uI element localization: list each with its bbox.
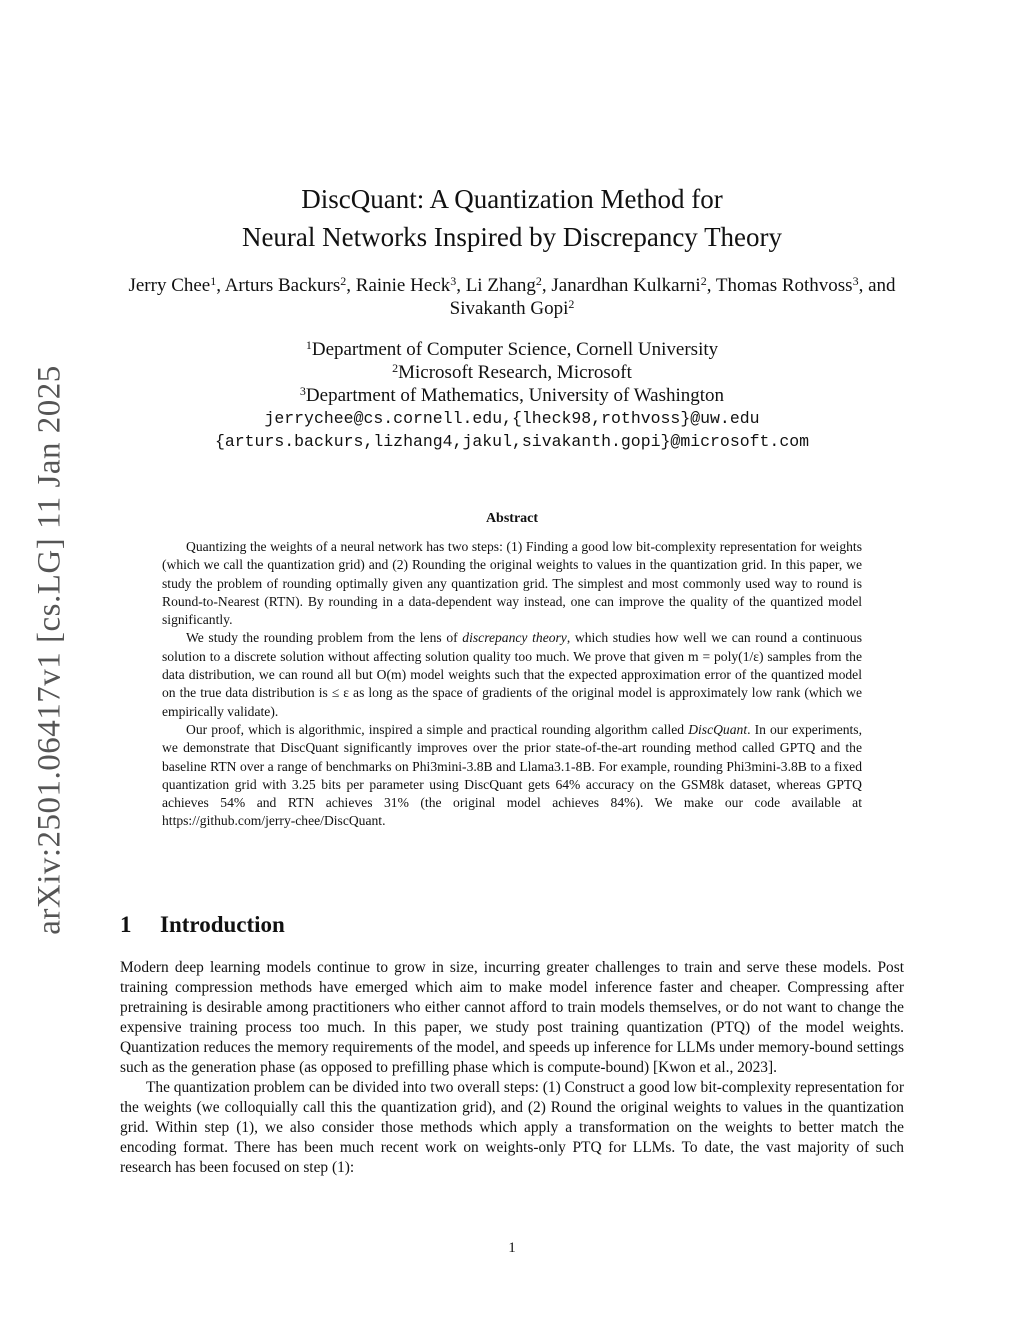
intro-paragraph-2: The quantization problem can be divided into two overall steps: (1) Construct a good low bit-complexity representation for the weights (we colloquially call this the quantization grid), and (2) Round the original weights to values in the quantization grid. Within step (1), we also consider those methods which apply a transformation on the weights to better match the encoding format. There has been much recent work on weights-only PTQ for LLMs. To date, the vast majority of such research has been focused on step (1): bbox=[120, 1079, 904, 1176]
introduction-body bbox=[120, 958, 904, 1178]
affiliation-text: Microsoft Research, Microsoft bbox=[398, 362, 632, 383]
author-affil-sup: 2 bbox=[700, 274, 707, 288]
author-sep: , bbox=[541, 275, 552, 296]
abstract-text: Our proof, which is algorithmic, inspired a simple and practical rounding algorithm called bbox=[186, 721, 689, 737]
author-name: Thomas Rothvoss bbox=[715, 275, 853, 296]
section-number: 1 bbox=[120, 912, 132, 937]
author-name: Janardhan Kulkarni bbox=[551, 275, 701, 296]
abstract-emphasis: DiscQuant bbox=[688, 721, 748, 737]
affiliation-text: Department of Mathematics, University of Washington bbox=[305, 385, 725, 406]
affiliation-sup: 3 bbox=[299, 384, 306, 398]
abstract-paragraph-1: Quantizing the weights of a neural network has two steps: (1) Finding a good low bit-complexity representation for weights (which we call the quantization grid) and (2) Rounding the original weights to values in the quantization grid. In this paper, we study the problem of rounding optimally given any quantization grid. The simplest and most commonly used way to round is Round-to-Nearest (RTN). By rounding in a data-dependent way instead, one can improve the quality of the quantized model significantly. bbox=[162, 539, 862, 628]
author-name: Sivakanth Gopi bbox=[449, 298, 569, 319]
affiliations bbox=[140, 338, 884, 453]
author-sep: , bbox=[706, 275, 716, 296]
abstract-emphasis: discrepancy theory bbox=[462, 630, 567, 646]
affiliation-3 bbox=[140, 384, 884, 407]
author-sep: , and bbox=[858, 275, 896, 296]
author-affil-sup: 3 bbox=[450, 274, 457, 288]
author-sep: , bbox=[346, 275, 356, 296]
page-number: 1 bbox=[508, 1240, 516, 1256]
author-affil-sup: 2 bbox=[535, 274, 542, 288]
arxiv-identifier: arXiv:2501.06417v1 [cs.LG] 11 Jan 2025 bbox=[31, 365, 68, 935]
affiliation-1 bbox=[140, 338, 884, 361]
author-affil-sup: 3 bbox=[852, 274, 859, 288]
author-name: Arturs Backurs bbox=[224, 275, 341, 296]
author-name: Li Zhang bbox=[465, 275, 536, 296]
author-list bbox=[128, 274, 896, 320]
abstract-paragraph-2 bbox=[162, 629, 862, 720]
email-line-2: {arturs.backurs,lizhang4,jakul,sivakanth.gopi}@microsoft.com bbox=[214, 432, 810, 451]
author-affil-sup: 2 bbox=[568, 297, 575, 311]
section-heading-introduction bbox=[120, 912, 285, 938]
abstract-text: We study the rounding problem from the lens of bbox=[186, 630, 463, 646]
title-line-1: DiscQuant: A Quantization Method for bbox=[301, 184, 723, 214]
author-sep: , bbox=[456, 275, 466, 296]
email-line-1: jerrychee@cs.cornell.edu,{lheck98,rothvoss}@uw.edu bbox=[264, 409, 760, 428]
abstract-text: , which studies how well we can round a continuous solution to a discrete solution without affecting solution quality too much. We prove that given m = poly(1/ε) samples from the data distribution, we can round all but O(m) model weights such that the expected approximation error of the quantized model on the true data distribution is ≤ ε as long as the space of gradients of the original model is approximately low rank (which we empirically validate). bbox=[162, 630, 862, 719]
author-name: Rainie Heck bbox=[355, 275, 451, 296]
title-line-2: Neural Networks Inspired by Discrepancy Theory bbox=[241, 222, 783, 252]
author-affil-sup: 1 bbox=[210, 274, 217, 288]
abstract-text: . In our experiments, we demonstrate that DiscQuant significantly improves over the prior state-of-the-art rounding method called GPTQ and the baseline RTN over a range of benchmarks on Phi3mini-3.8B and Llama3.1-8B. For example, rounding Phi3mini-3.8B to a fixed quantization grid with 3.25 bits per parameter using DiscQuant gets 64% accuracy on the GSM8k dataset, whereas GPTQ achieves 54% and RTN achieves 31% (the original model achieves 84%). We make our code available at https://github.com/jerry-chee/DiscQuant. bbox=[162, 721, 862, 829]
author-sep: , bbox=[216, 275, 225, 296]
affiliation-sup: 1 bbox=[305, 338, 312, 352]
section-title: Introduction bbox=[160, 912, 285, 937]
affiliation-2 bbox=[140, 361, 884, 384]
paper-title bbox=[140, 180, 884, 256]
intro-paragraph-1: Modern deep learning models continue to grow in size, incurring greater challenges to train and serve these models. Post training compression methods have emerged which aim to make model inference faster and cheaper. Compressing after pretraining is desirable among practitioners who either cannot afford to train models themselves, or do not want to change the expensive training process too much. In this paper, we study post training quantization (PTQ) of the model weights. Quantization reduces the memory requirements of the model, and speeds up inference for LLMs under memory-bound settings such as the generation phase (as opposed to prefilling phase which is compute-bound) [Kwon et al., 2023]. bbox=[120, 959, 904, 1076]
author-affil-sup: 2 bbox=[340, 274, 347, 288]
abstract-body bbox=[162, 538, 862, 831]
abstract-paragraph-3 bbox=[162, 721, 862, 831]
affiliation-sup: 2 bbox=[392, 361, 399, 375]
abstract-heading: Abstract bbox=[485, 511, 539, 526]
author-name: Jerry Chee bbox=[128, 275, 211, 296]
affiliation-text: Department of Computer Science, Cornell University bbox=[311, 339, 719, 360]
